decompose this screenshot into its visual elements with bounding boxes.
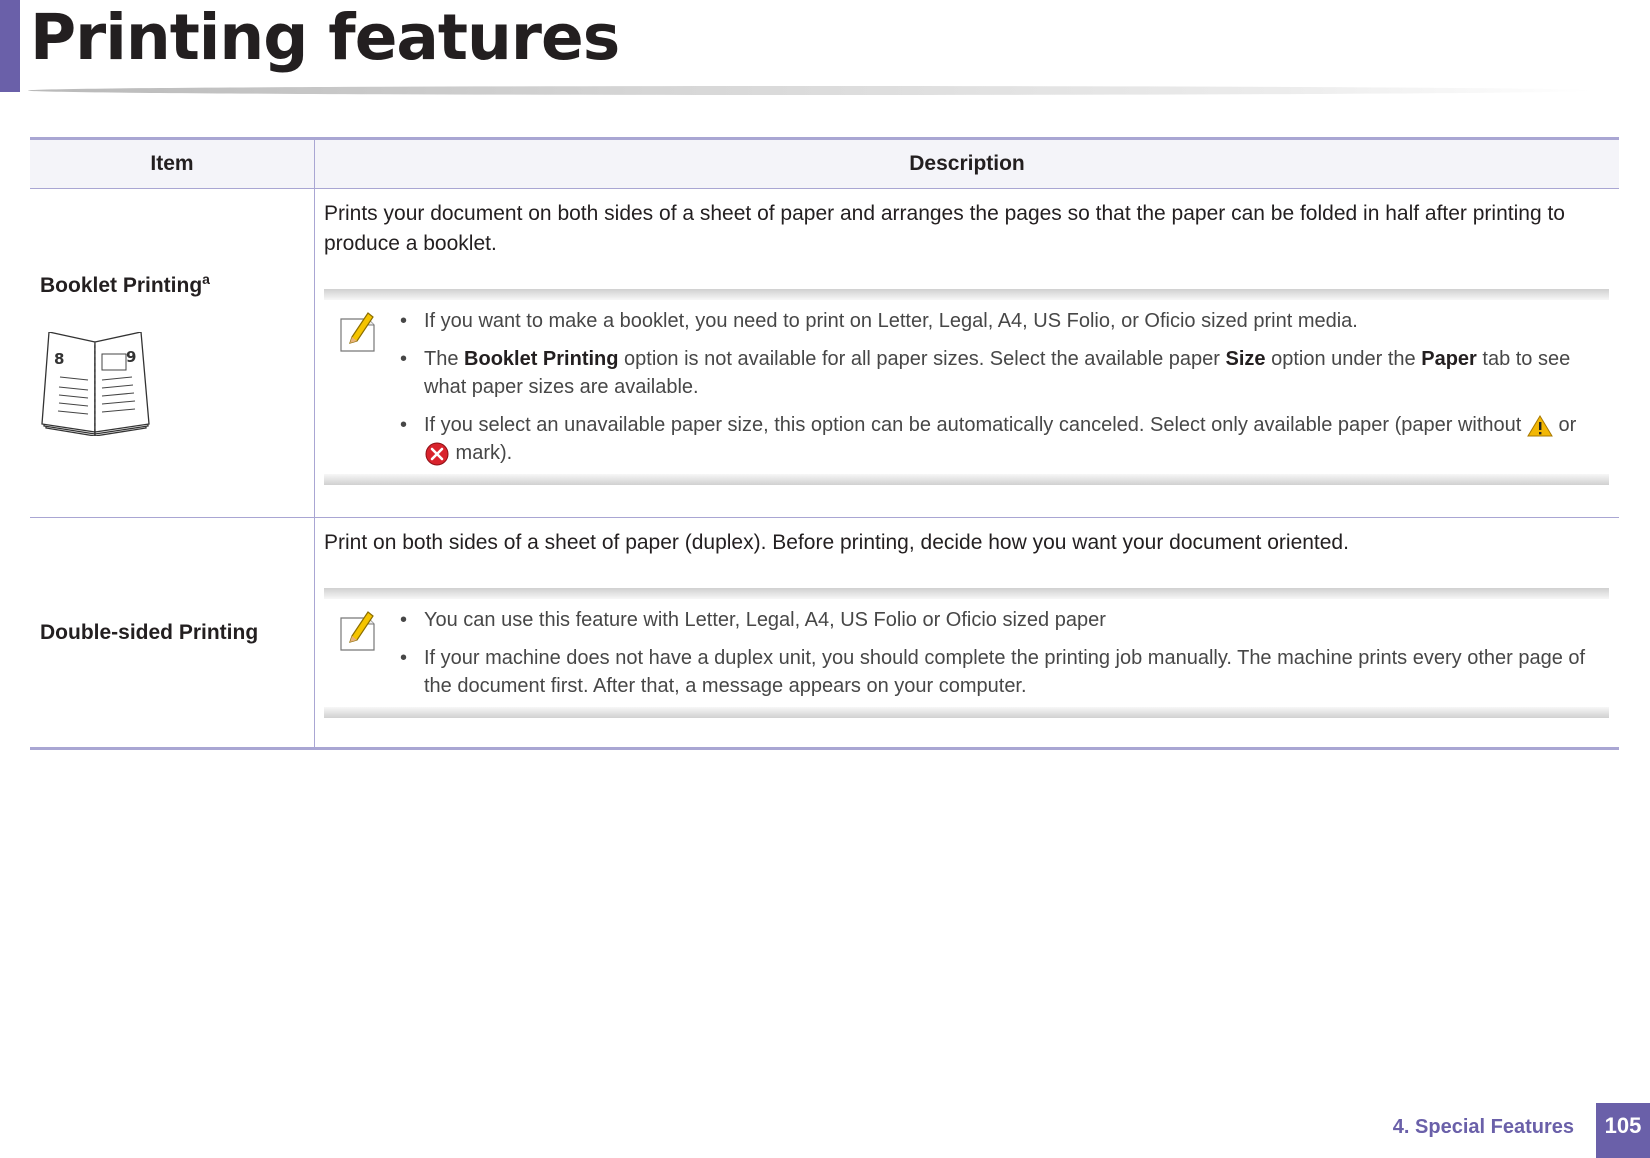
note-text: or xyxy=(1552,414,1577,436)
pencil-note-icon xyxy=(338,610,378,652)
description-text: Prints your document on both sides of a sheet of paper and arranges the pages so that the paper can be folded in half after printing to produce a booklet. xyxy=(324,202,1565,255)
note-text: option is not available for all paper sizes. Select the available paper xyxy=(618,348,1226,370)
item-label: Double-sided Printing xyxy=(40,620,259,644)
note-text: If you select an unavailable paper size, this option can be automatically canceled. Select only available paper (paper without xyxy=(424,414,1527,436)
pencil-note-icon xyxy=(338,311,378,353)
description-cell-double-sided xyxy=(315,518,1620,749)
table-row xyxy=(30,518,1619,749)
footer-section-label: 4. Special Features xyxy=(1392,1116,1574,1138)
footnote-marker: a xyxy=(202,270,210,287)
note-list xyxy=(422,606,1601,700)
item-cell-booklet xyxy=(30,189,315,518)
note-item xyxy=(422,345,1601,401)
item-label: Booklet Printing xyxy=(40,273,203,297)
note-list xyxy=(422,307,1601,467)
note-text: The xyxy=(424,348,465,370)
note-item xyxy=(422,644,1601,700)
booklet-icon xyxy=(40,332,150,436)
note-item xyxy=(422,307,1601,335)
note-text: tab to see what paper sizes are available. xyxy=(424,348,1571,398)
description-cell-booklet xyxy=(315,189,1620,518)
note-text: mark). xyxy=(450,442,513,464)
booklet-right-page-number: 9 xyxy=(126,347,137,366)
warning-triangle-icon xyxy=(1527,414,1553,438)
note-bold-paper: Paper xyxy=(1421,348,1477,370)
features-table xyxy=(30,137,1619,750)
column-header-description: Description xyxy=(315,139,1620,189)
error-x-icon xyxy=(424,442,450,466)
note-bold-size: Size xyxy=(1225,348,1266,370)
description-text: Print on both sides of a sheet of paper (duplex). Before printing, decide how you want your document oriented. xyxy=(324,531,1349,554)
booklet-left-page-number: 8 xyxy=(54,349,65,368)
note-bold-booklet-printing: Booklet Printing xyxy=(464,348,619,370)
page-number-badge: 105 xyxy=(1596,1103,1650,1158)
note-text: If your machine does not have a duplex unit, you should complete the printing job manually. The machine prints every other page of the document first. After that, a message appears on your computer. xyxy=(424,647,1586,697)
accent-bar xyxy=(0,0,20,92)
note-text: You can use this feature with Letter, Legal, A4, US Folio or Oficio sized paper xyxy=(424,609,1106,631)
note-box xyxy=(324,289,1609,485)
table-row xyxy=(30,189,1619,518)
note-item xyxy=(422,606,1601,634)
table-header-row xyxy=(30,139,1619,189)
note-text: If you want to make a booklet, you need to print on Letter, Legal, A4, US Folio, or Oficio sized print media. xyxy=(424,310,1358,332)
note-text: option under the xyxy=(1265,348,1422,370)
item-cell-double-sided xyxy=(30,518,315,749)
column-header-item: Item xyxy=(30,139,315,189)
features-table-wrapper xyxy=(30,137,1619,750)
note-box xyxy=(324,588,1609,718)
note-item xyxy=(422,411,1601,467)
page-title: Printing features xyxy=(30,1,620,74)
title-underline xyxy=(28,86,1593,95)
